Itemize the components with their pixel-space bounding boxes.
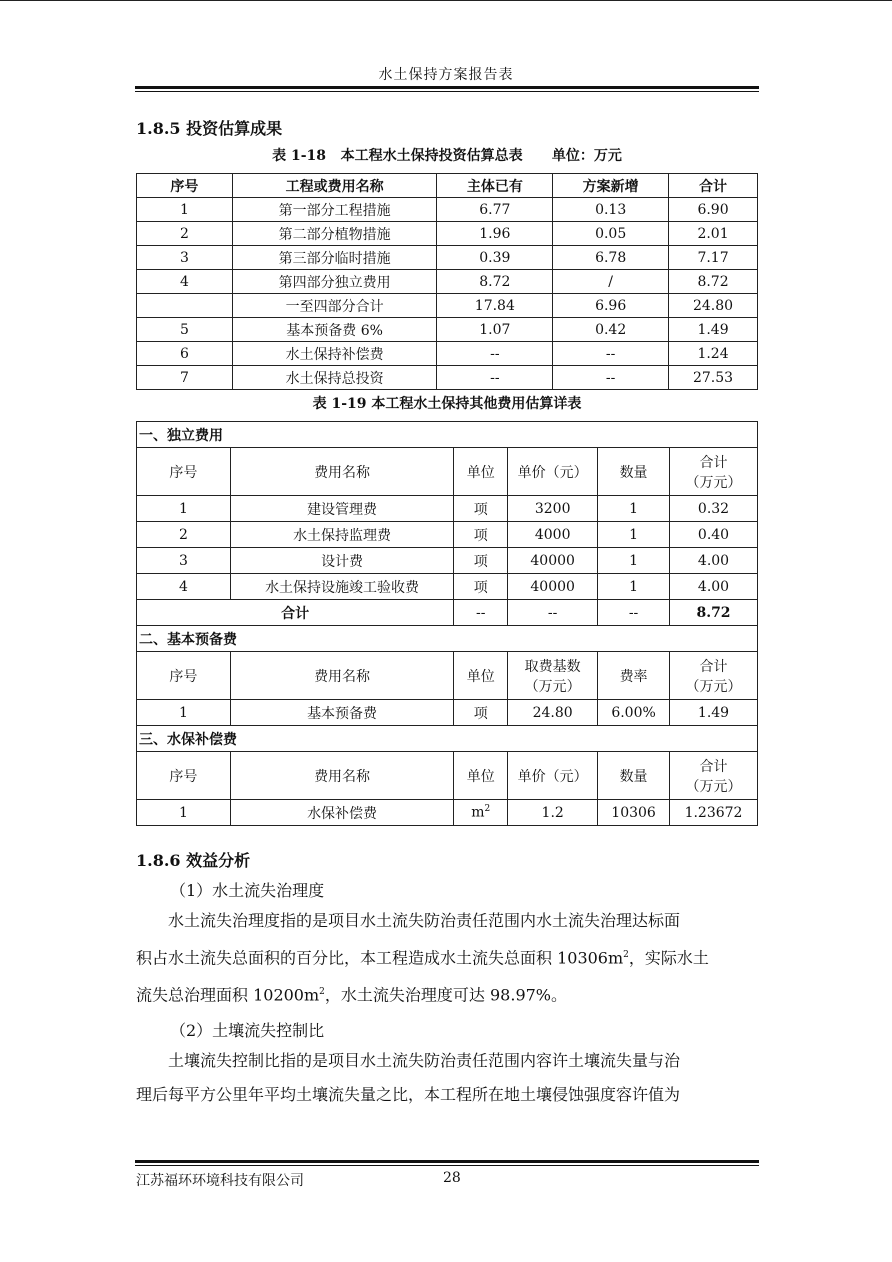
table-cell: 0.13	[553, 198, 669, 222]
footer-company: 江苏福环环境科技有限公司	[136, 1173, 304, 1189]
paragraph-line: 土壤流失控制比指的是项目水土流失防治责任范围内容许土壤流失量与治	[168, 1051, 681, 1070]
table-header-row	[137, 448, 758, 496]
table-cell: 第三部分临时措施	[232, 246, 437, 270]
table-cell: 5	[137, 318, 233, 342]
table-cell: 1	[137, 198, 233, 222]
table-cell: 1	[137, 496, 231, 522]
table-cell: 0.40	[670, 522, 758, 548]
col-header: 费用名称	[230, 448, 454, 496]
table-cell: 1	[598, 574, 670, 600]
table-row	[137, 800, 758, 826]
table-cell: 项	[454, 496, 508, 522]
total-row	[137, 600, 758, 626]
total-label: 合计	[137, 600, 454, 626]
header-rule	[135, 86, 759, 89]
table-row	[137, 294, 758, 318]
col-header: 单价（元）	[508, 448, 598, 496]
table-cell: 10306	[598, 800, 670, 826]
table-row	[137, 222, 758, 246]
part-title-row	[137, 422, 758, 448]
table-cell: 设计费	[230, 548, 454, 574]
col-header: 序号	[137, 652, 231, 700]
part1-title: 一、独立费用	[137, 422, 758, 448]
table-cell: 1.23672	[670, 800, 758, 826]
subheading-loss-ratio: （2）土壤流失控制比	[170, 1021, 325, 1040]
table-cell: 40000	[508, 548, 598, 574]
table-cell: 1.2	[508, 800, 598, 826]
superscript: 2	[623, 950, 629, 960]
table-cell: 2	[137, 222, 233, 246]
col-header	[670, 752, 758, 800]
table-row	[137, 318, 758, 342]
table-cell: 第一部分工程措施	[232, 198, 437, 222]
superscript: 2	[319, 987, 325, 998]
col-header	[670, 652, 758, 700]
table-cell: --	[454, 600, 508, 626]
paragraph-line	[136, 938, 758, 975]
table-row	[137, 366, 758, 390]
table-cell: --	[598, 600, 670, 626]
table-cell: 水土保持设施竣工验收费	[230, 574, 454, 600]
table-cell: 水保补偿费	[230, 800, 454, 826]
table-cell: 1	[598, 548, 670, 574]
table-cell: 2.01	[669, 222, 758, 246]
page-number: 28	[443, 1170, 461, 1186]
table-cell: 1	[137, 800, 231, 826]
other-costs-table	[136, 421, 758, 826]
total-value: 8.72	[670, 600, 758, 626]
table-cell: 水土保持总投资	[232, 366, 437, 390]
paragraph-line	[136, 975, 758, 1012]
table-cell: 项	[454, 522, 508, 548]
table-row	[137, 574, 758, 600]
table-cell: 0.39	[437, 246, 553, 270]
col-header: 合计	[669, 174, 758, 198]
table-cell: --	[553, 366, 669, 390]
table-cell: 4000	[508, 522, 598, 548]
col-header-line2: （万元）	[685, 678, 742, 695]
table-cell: 6.00%	[598, 700, 670, 726]
table-cell: 7.17	[669, 246, 758, 270]
col-header: 单位	[454, 652, 508, 700]
col-header-line1: 取费基数	[524, 658, 581, 675]
table-header-row	[137, 752, 758, 800]
col-header: 工程或费用名称	[232, 174, 437, 198]
paragraph-line: 水土流失治理度指的是项目水土流失防治责任范围内水土流失治理达标面	[168, 911, 681, 930]
table-cell	[454, 800, 508, 826]
col-header	[670, 448, 758, 496]
table-row	[137, 246, 758, 270]
table-cell: 0.05	[553, 222, 669, 246]
col-header: 费率	[598, 652, 670, 700]
subheading-control-degree: （1）水土流失治理度	[170, 881, 325, 900]
col-header-line1: 合计	[699, 454, 728, 471]
col-header: 序号	[137, 174, 233, 198]
unit-superscript: 2	[484, 804, 491, 815]
table-row	[137, 496, 758, 522]
table-cell: 4	[137, 270, 233, 294]
table-cell: 第二部分植物措施	[232, 222, 437, 246]
table-cell	[137, 294, 233, 318]
table-cell: 3	[137, 548, 231, 574]
section-heading-1-8-6: 1.8.6 效益分析	[136, 851, 251, 870]
table-header-row	[137, 174, 758, 198]
table-row	[137, 198, 758, 222]
table-cell: /	[553, 270, 669, 294]
table-cell: 2	[137, 522, 231, 548]
col-header: 单价（元）	[508, 752, 598, 800]
table-cell: 8.72	[437, 270, 553, 294]
table-cell: 1.49	[670, 700, 758, 726]
table-cell: 1.24	[669, 342, 758, 366]
table-cell: 8.72	[669, 270, 758, 294]
part-title-row	[137, 626, 758, 652]
section-heading-1-8-5: 1.8.5 投资估算成果	[136, 119, 283, 138]
table-cell: 24.80	[669, 294, 758, 318]
part-title-row	[137, 726, 758, 752]
table-cell: 40000	[508, 574, 598, 600]
table-cell: 第四部分独立费用	[232, 270, 437, 294]
table-cell: 项	[454, 548, 508, 574]
table-cell: 1.96	[437, 222, 553, 246]
table-row	[137, 270, 758, 294]
table-cell: 0.32	[670, 496, 758, 522]
header-rule-thin	[135, 91, 759, 92]
table-cell: 1.49	[669, 318, 758, 342]
col-header: 单位	[454, 448, 508, 496]
paragraph-control-degree	[136, 904, 758, 1013]
table-cell: 17.84	[437, 294, 553, 318]
table-cell: 项	[454, 700, 508, 726]
page-top-border	[0, 0, 892, 1]
table-cell: 1.07	[437, 318, 553, 342]
table-cell: --	[437, 342, 553, 366]
table-row	[137, 342, 758, 366]
table-1-18-caption: 表 1-18 本工程水土保持投资估算总表 单位：万元	[272, 148, 622, 164]
table-cell: 6.78	[553, 246, 669, 270]
table-cell: 3200	[508, 496, 598, 522]
table-cell: 6	[137, 342, 233, 366]
table-cell: 水土保持监理费	[230, 522, 454, 548]
table-cell: 基本预备费	[230, 700, 454, 726]
table-cell: 1	[598, 522, 670, 548]
col-header: 数量	[598, 448, 670, 496]
col-header: 序号	[137, 752, 231, 800]
table-cell: 6.90	[669, 198, 758, 222]
col-header-line2: （万元）	[685, 474, 742, 491]
table-cell: --	[508, 600, 598, 626]
table-cell: 27.53	[669, 366, 758, 390]
table-cell: 6.96	[553, 294, 669, 318]
footer-rule-thin	[135, 1165, 759, 1166]
table-cell: 4	[137, 574, 231, 600]
table-cell: 建设管理费	[230, 496, 454, 522]
paragraph-loss-ratio	[136, 1044, 758, 1112]
table-cell: 0.42	[553, 318, 669, 342]
table-cell: 1	[598, 496, 670, 522]
table-cell: 4.00	[670, 574, 758, 600]
table-row	[137, 522, 758, 548]
part2-title: 二、基本预备费	[137, 626, 758, 652]
col-header: 单位	[454, 752, 508, 800]
table-1-19-caption: 表 1-19 本工程水土保持其他费用估算详表	[312, 396, 582, 412]
col-header	[508, 652, 598, 700]
col-header-line2: （万元）	[685, 778, 742, 795]
col-header-line1: 合计	[699, 658, 728, 675]
table-cell: 6.77	[437, 198, 553, 222]
text-run: ，实际水土	[628, 948, 709, 968]
page-header-title: 水土保持方案报告表	[378, 67, 514, 83]
table-cell: 一至四部分合计	[232, 294, 437, 318]
col-header: 序号	[137, 448, 231, 496]
table-cell: 3	[137, 246, 233, 270]
table-cell: 基本预备费 6%	[232, 318, 437, 342]
table-cell: 水土保持补偿费	[232, 342, 437, 366]
table-cell: 4.00	[670, 548, 758, 574]
footer-rule	[135, 1160, 759, 1163]
table-cell: 7	[137, 366, 233, 390]
text-run: 流失总治理面积 10200m	[136, 985, 320, 1005]
col-header: 数量	[598, 752, 670, 800]
col-header-line2: （万元）	[524, 678, 581, 695]
table-cell: --	[553, 342, 669, 366]
table-cell: --	[437, 366, 553, 390]
col-header: 费用名称	[230, 752, 454, 800]
table-row	[137, 700, 758, 726]
table-cell: 项	[454, 574, 508, 600]
text-run: ，水土流失治理度可达 98.97%。	[324, 985, 568, 1005]
unit-text: m	[471, 804, 485, 821]
table-header-row	[137, 652, 758, 700]
col-header: 主体已有	[437, 174, 553, 198]
table-cell: 1	[137, 700, 231, 726]
investment-summary-table	[136, 173, 758, 390]
col-header: 费用名称	[230, 652, 454, 700]
table-row	[137, 548, 758, 574]
table-cell: 24.80	[508, 700, 598, 726]
text-run: 积占水土流失总面积的百分比，本工程造成水土流失总面积 10306m	[136, 948, 624, 968]
col-header: 方案新增	[553, 174, 669, 198]
part3-title: 三、水保补偿费	[137, 726, 758, 752]
paragraph-line: 理后每平方公里年平均土壤流失量之比，本工程所在地土壤侵蚀强度容许值为	[136, 1085, 681, 1104]
col-header-line1: 合计	[699, 758, 728, 775]
